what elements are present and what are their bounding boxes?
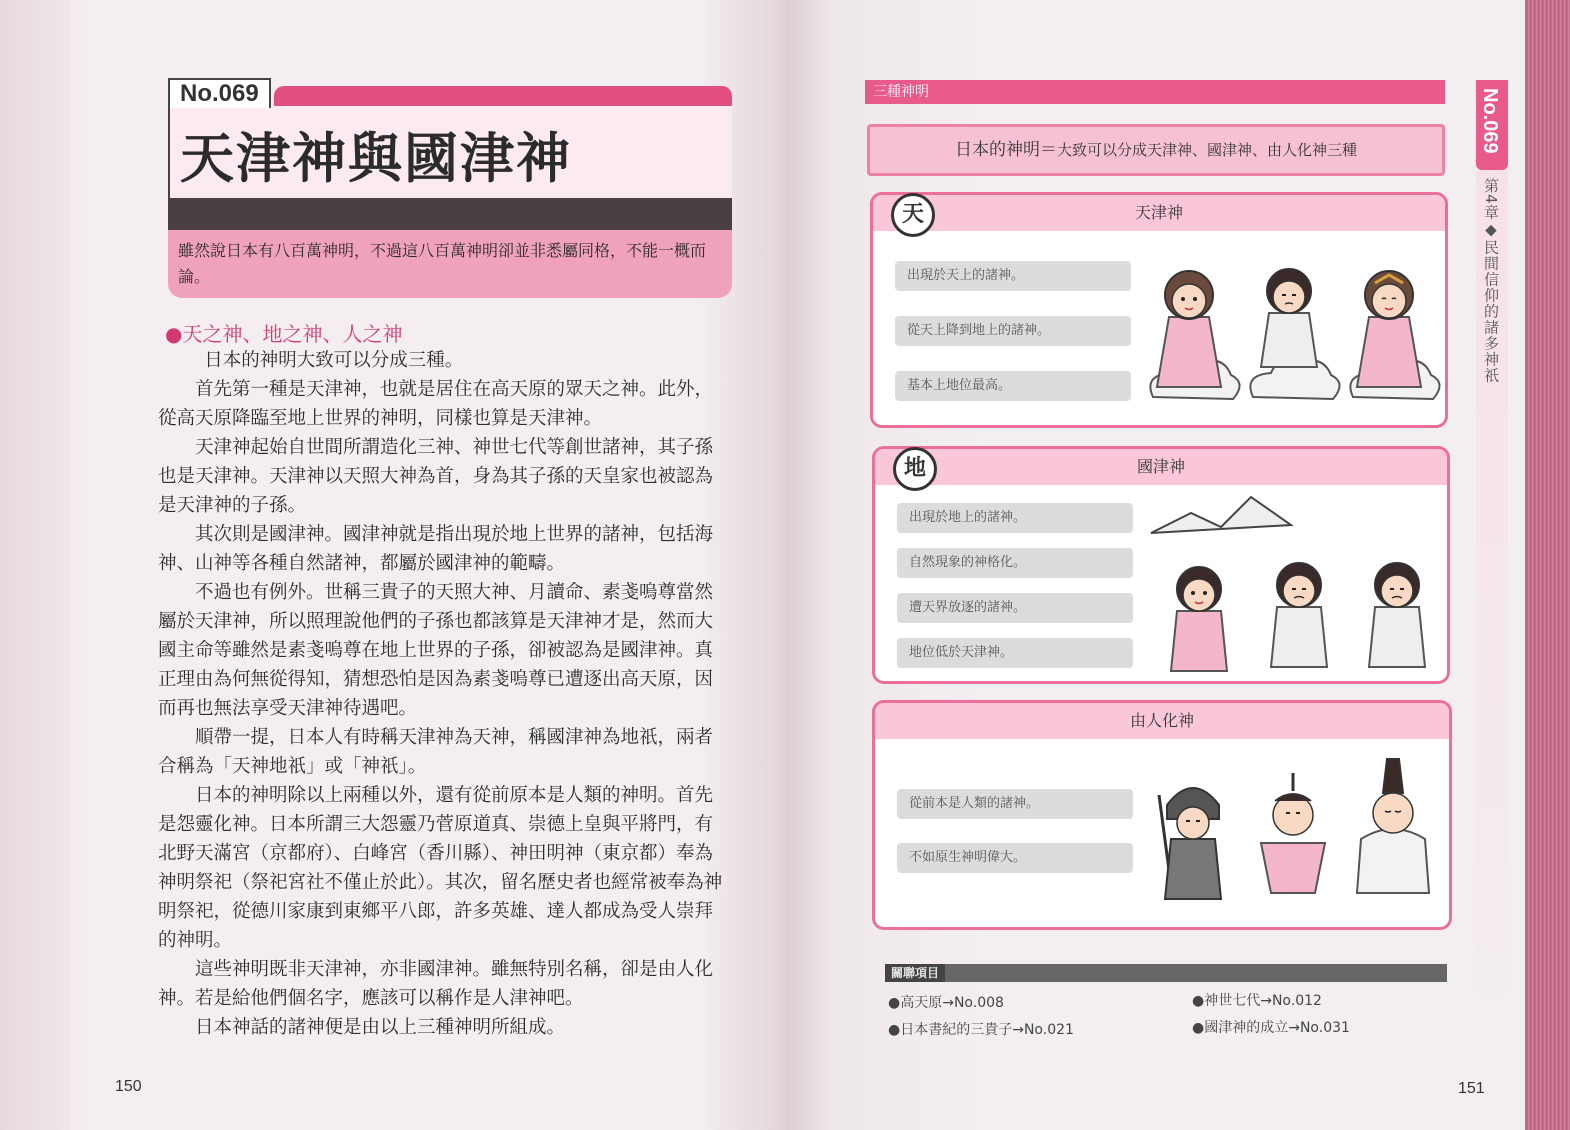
category-point: 自然現象的神格化。 xyxy=(897,548,1133,578)
paragraph: 首先第一種是天津神，也就是居住在高天原的眾天之神。此外，從高天原降臨至地上世界的神明，同樣也算是天津神。 xyxy=(158,379,714,429)
paragraph: 日本的神明除以上兩種以外，還有從前原本是人類的神明。首先是怨靈化神。日本所謂三大怨靈乃菅原道真、崇德上皇與平將門，有北野天滿宮（京都府）、白峰宮（香川縣）、神田明神（東京都）奉為神明祭祀（祭祀宮社不僅止於此）。其次，留名歷史者也經常被奉為神明祭祀，從德川家康到東鄉平八郎，許多英雄、達人都成為受人崇拜的神明。 xyxy=(158,785,723,951)
category-point: 出現於地上的諸神。 xyxy=(897,503,1133,533)
title-pink-band xyxy=(274,86,732,108)
summary-box: 雖然說日本有八百萬神明，不過這八百萬神明卻並非悉屬同格，不能一概而論。 xyxy=(168,230,732,298)
paragraph: 日本的神明大致可以分成三種。 xyxy=(204,350,464,371)
related-link[interactable]: ●神世七代→No.012 xyxy=(1192,993,1322,1009)
mountain-icon xyxy=(1151,497,1291,533)
summary-rest: 大致可以分成天津神、國津神、由人化神三種 xyxy=(1056,141,1357,159)
earth-goddess-figure-icon xyxy=(1171,567,1227,671)
earth-badge-icon: 地 xyxy=(893,447,937,491)
related-link[interactable]: ●日本書紀的三貴子→No.021 xyxy=(888,1022,1074,1038)
category-point: 基本上地位最高。 xyxy=(895,371,1131,401)
book-left-edge xyxy=(0,0,70,1130)
category-box-kunitsukami xyxy=(872,446,1450,684)
noble-figure-icon xyxy=(1357,759,1429,893)
side-entry-number: No.069 xyxy=(1479,88,1501,154)
title-box xyxy=(168,106,732,198)
paragraph: 天津神起始自世間所謂造化三神、神世七代等創世諸神，其子孫也是天津神。天津神以天照大神為首，身為其子孫的天皇家也被認為是天津神的子孫。 xyxy=(158,437,714,516)
related-items-bar xyxy=(885,964,1447,982)
heavenly-deities-illustration xyxy=(1141,247,1441,427)
page-number-right: 151 xyxy=(1458,1080,1485,1097)
body-text xyxy=(158,346,728,1042)
official-figure-icon xyxy=(1261,773,1325,893)
earth-god-figure-icon xyxy=(1369,563,1425,667)
category-heading: 國津神 xyxy=(875,449,1447,485)
god-figure-icon xyxy=(1250,269,1339,399)
page-title: 天津神與國津神 xyxy=(180,127,572,190)
paragraph: 不過也有例外。世稱三貴子的天照大神、月讀命、素戔嗚尊當然屬於天津神，所以照理說他們的子孫也都該算是天津神才是，然而大國主命等雖然是素戔嗚尊在地上世界的子孫，卻被認為是國津神。真正理由為何無從得知，猜想恐怕是因為素戔嗚尊已遭逐出高天原，因而再也無法享受天津神待遇吧。 xyxy=(158,582,714,719)
section-header-bar: 三種神明 xyxy=(865,80,1445,104)
paragraph: 順帶一提，日本人有時稱天津神為天神，稱國津神為地祇，兩者合稱為「天神地祇」或「神祇」。 xyxy=(158,727,714,777)
category-heading: 由人化神 xyxy=(875,703,1449,739)
book-right-edge xyxy=(1525,0,1570,1130)
summary-lead: 日本的神明＝ xyxy=(954,140,1057,160)
category-box-deified-humans xyxy=(872,700,1452,930)
category-box-amatsukami xyxy=(870,192,1448,428)
title-dark-band xyxy=(168,198,732,230)
heaven-badge-icon: 天 xyxy=(891,193,935,237)
paragraph: 其次則是國津神。國津神就是指出現於地上世界的諸神，包括海神、山神等各種自然諸神，都屬於國津神的範疇。 xyxy=(158,524,714,574)
category-heading: 天津神 xyxy=(873,195,1445,231)
crowned-goddess-figure-icon xyxy=(1350,271,1439,399)
related-link[interactable]: ●高天原→No.008 xyxy=(888,995,1004,1011)
category-point: 不如原生神明偉大。 xyxy=(897,843,1133,873)
category-point: 出現於天上的諸神。 xyxy=(895,261,1131,291)
category-point: 地位低於天津神。 xyxy=(897,638,1133,668)
entry-number-tag: No.069 xyxy=(168,78,271,108)
paragraph: 這些神明既非天津神，亦非國津神。雖無特別名稱，卻是由人化神。若是給他們個名字，應該可以稱作是人津神吧。 xyxy=(158,959,714,1009)
section-heading: ●天之神、地之神、人之神 xyxy=(165,322,403,346)
related-items-label: 關聯項目 xyxy=(885,964,945,982)
side-chapter-title: 第4章◆民間信仰的諸多神祇 xyxy=(1482,178,1500,384)
goddess-figure-icon xyxy=(1150,271,1239,399)
samurai-figure-icon xyxy=(1159,788,1221,899)
page-number-left: 150 xyxy=(115,1078,142,1095)
category-point: 從前本是人類的諸神。 xyxy=(897,789,1133,819)
category-point: 從天上降到地上的諸神。 xyxy=(895,316,1131,346)
paragraph: 日本神話的諸神便是由以上三種神明所組成。 xyxy=(195,1017,566,1038)
deified-humans-illustration xyxy=(1143,755,1443,927)
earth-god-figure-icon xyxy=(1271,563,1327,667)
category-point: 遭天界放逐的諸神。 xyxy=(897,593,1133,623)
earthly-deities-illustration xyxy=(1143,489,1443,679)
summary-strip xyxy=(867,124,1445,176)
related-link[interactable]: ●國津神的成立→No.031 xyxy=(1192,1020,1350,1036)
